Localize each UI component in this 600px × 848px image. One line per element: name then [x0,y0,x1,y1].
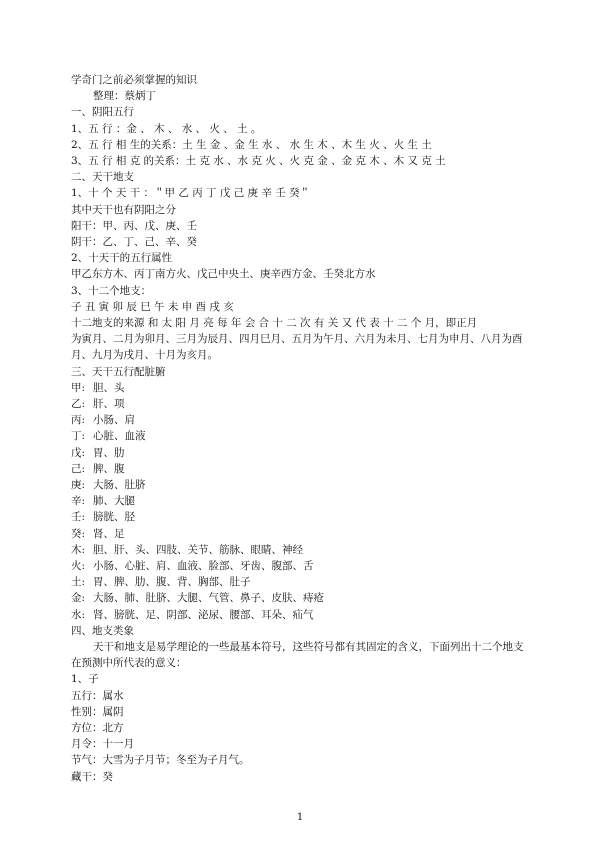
organ-key: 庚: [71,479,86,491]
doc-author: 整理：蔡炳丁 [93,90,156,103]
zi-line: 性别：属阴 [71,705,124,718]
organ-key: 甲: [71,381,86,394]
organ-row [71,510,135,524]
organ-value: 小肠、心脏、肩、血液、脸部、牙齿、腹部、舌 [93,560,314,572]
organ-key: 己: [71,462,86,475]
organ-row [71,478,146,492]
organ-row [71,494,135,508]
zi-heading: 1、子 [71,673,99,686]
text-line: 子 丑 寅 卯 辰 巳 午 未 申 酉 戌 亥 [71,300,234,313]
heading-section-3: 三、天干五行配脏腑 [71,365,166,378]
text-line: 月、九月为戌月、十月为亥月。 [71,349,218,362]
organ-value: 肾、膀胱、足、阴部、泌尿、腰部、耳朵、疝气 [93,608,314,621]
heading-section-2: 二、天干地支 [71,171,134,184]
text-line: 3、五 行 相 克 的关系：土 克 水 、水 克 火 、火 克 金 、金 克 木 、木 又 克 土 [71,155,446,167]
organ-row [71,446,125,460]
organ-key: 土: [71,576,86,589]
organ-value: 膀胱、胫 [93,511,135,524]
organ-row [71,381,125,395]
zi-line: 月令：十一月 [71,738,134,751]
paragraph-line: 天干和地支是易学理论的一些最基本符号，这些符号都有其固定的含义，下面列出十二个地支 [93,641,524,653]
text-line: 2、五 行 相 生的关系：土 生 金 、金 生 水 、 水 生 木 、木 生 火 、火 生 土 [71,138,432,151]
organ-key: 丁: [71,430,86,443]
organ-key: 壬: [71,511,86,524]
organ-value: 脾、腹 [93,462,125,475]
organ-key: 乙: [71,398,86,410]
heading-section-4: 四、地支类象 [71,624,134,637]
organ-row [71,608,314,622]
text-line: 十二地支的来源 和 太 阳 月 亮 每 年 会 合 十 二 次 有 关 又 代 表 十 二 个 月，即正月 [71,317,478,329]
organ-key: 丙: [71,414,86,427]
organ-value: 胃、脾、肋、腹、背、胸部、肚子 [93,576,251,589]
organ-value: 大肠、肚脐 [93,479,146,491]
organ-row [71,559,314,573]
organ-row [71,591,324,605]
organ-value: 心脏、血液 [93,430,146,443]
organ-key: 木: [71,543,86,556]
text-line: 其中天干也有阴阳之分 [71,203,176,216]
organ-row [71,462,125,476]
text-line: 1、五 行 ：金 、 木 、 水 、 火 、 土 。 [71,122,262,135]
organ-row [71,397,125,411]
organ-row [71,429,146,443]
organ-value: 小肠、肩 [93,414,135,427]
organ-key: 辛: [71,495,86,508]
text-line: 2、十天干的五行属性 [71,252,173,265]
organ-value: 胆、头 [93,381,125,394]
organ-key: 水: [71,608,86,621]
organ-value: 肾、足 [93,527,125,540]
zi-line: 节气：大雪为子月节；冬至为子月气。 [71,754,250,767]
organ-value: 大肠、肺、肚脐、大腿、气管、鼻子、皮肤、痔疮 [93,592,324,605]
paragraph-line: 在预测中所代表的意义： [71,657,187,670]
text-line: 甲乙东方木、丙丁南方火、戊己中央土、庚辛西方金、壬癸北方水 [71,268,376,281]
text-line: 为寅月、二月为卯月、三月为辰月、四月巳月、五月为午月、六月为未月、七月为申月、八月为酉 [71,333,523,346]
organ-key: 金: [71,592,86,605]
organ-key: 癸: [71,527,86,540]
organ-key: 戊: [71,446,86,459]
organ-value: 肝、项 [93,398,125,410]
organ-row [71,413,135,427]
organ-value: 胆、肝、头、四肢、关节、筋脉、眼睛、神经 [93,543,303,556]
text-line: 3、十二个地支： [71,284,152,297]
zi-line: 方位：北方 [71,722,124,734]
text-line: 1、十 个 天 干 ：＂甲 乙 丙 丁 戊 己 庚 辛 壬 癸＂ [71,187,311,200]
organ-value: 肺、大腿 [93,495,135,508]
heading-section-1: 一、阴阳五行 [71,106,134,119]
organ-value: 胃、肋 [93,446,125,459]
zi-line: 五行：属水 [71,689,124,702]
organ-row [71,543,303,557]
organ-row [71,575,251,589]
organ-row [71,527,125,541]
page-number: 1 [296,812,304,823]
text-line: 阳干：甲、丙、戊、庚、壬 [71,219,197,232]
doc-title: 学奇门之前必须掌握的知识 [71,74,197,86]
organ-key: 火: [71,560,86,572]
zi-line: 藏干：癸 [71,770,113,783]
text-line: 阴干：乙、丁、己、辛、癸 [71,236,197,248]
